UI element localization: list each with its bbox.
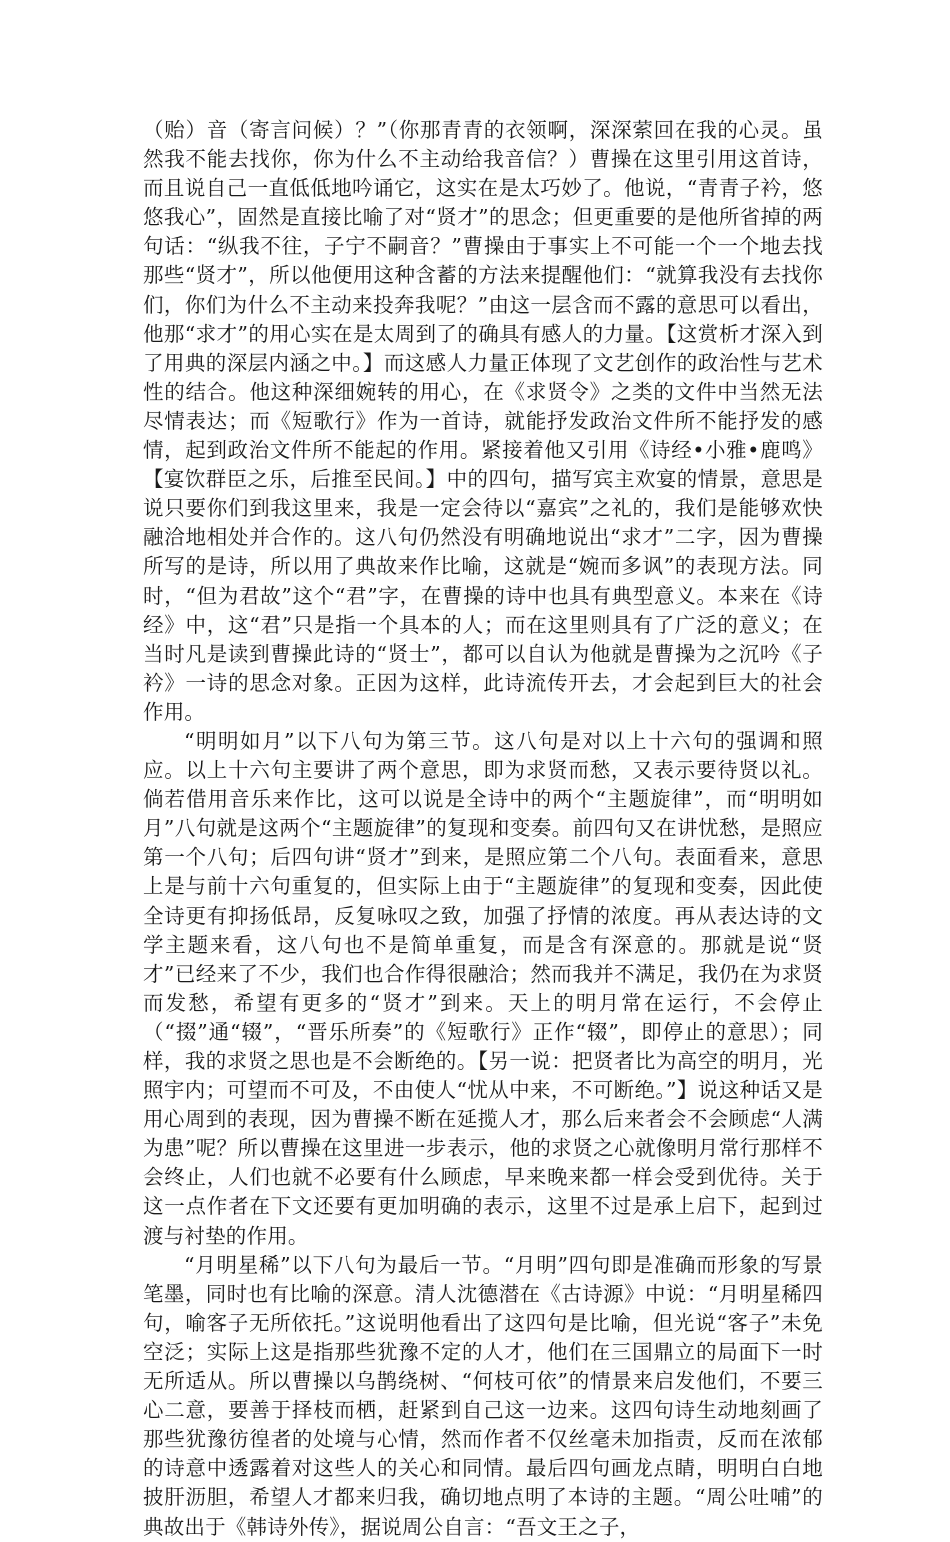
paragraph-third-section: “明明如月”以下八句为第三节。这八句是对以上十六句的强调和照应。以上十六句主要讲了两个意思，即为求贤而愁，又表示要待贤以礼。倘若借用音乐来作比，这可以说是全诗中的两个“主题旋律”，而“明明如月”八句就是这两个“主题旋律”的复现和变奏。前四句又在讲忧愁，是照应第一个八句；后四句讲“贤才”到来，是照应第二个八句。表面看来，意思上是与前十六句重复的，但实际上由于“主题旋律”的复现和变奏，因此使全诗更有抑扬低昂，反复咏叹之致，加强了抒情的浓度。再从表达诗的文学主题来看，这八句也不是简单重复，而是含有深意的。那就是说“贤才”已经来了不少，我们也合作得很融洽；然而我并不满足，我仍在为求贤而发愁，希望有更多的“贤才”到来。天上的明月常在运行，不会停止（“掇”通“辍”，“晋乐所奏”的《短歌行》正作“辍”，即停止的意思）；同样，我的求贤之思也是不会断绝的。【另一说：把贤者比为高空的明月，光照宇内；可望而不可及，不由使人“忧从中来，不可断绝。”】说这种话又是用心周到的表现，因为曹操不断在延揽人才，那么后来者会不会顾虑“人满为患”呢？所以曹操在这里进一步表示，他的求贤之心就像明月常行那样不会终止，人们也就不必要有什么顾虑，早来晚来都一样会受到优待。关于这一点作者在下文还要有更加明确的表示，这里不过是承上启下，起到过渡与衬垫的作用。 [143,728,823,1248]
document-body [143,116,823,1542]
paragraph-final-section: “月明星稀”以下八句为最后一节。“月明”四句即是准确而形象的写景笔墨，同时也有比喻的深意。清人沈德潜在《古诗源》中说：“月明星稀四句，喻客子无所依托。”这说明他看出了这四句是比喻，但光说“客子”未免空泛；实际上这是指那些犹豫不定的人才，他们在三国鼎立的局面下一时无所适从。所以曹操以乌鹊绕树、“何枝可依”的情景来启发他们，不要三心二意，要善于择枝而栖，赶紧到自己这一边来。这四句诗生动地刻画了那些犹豫彷徨者的处境与心情，然而作者不仅丝毫未加指责，反而在浓郁的诗意中透露着对这些人的关心和同情。最后四句画龙点睛，明明白白地披肝沥胆，希望人才都来归我，确切地点明了本诗的主题。“周公吐哺”的典故出于《韩诗外传》，据说周公自言：“吾文王之子， [143,1252,823,1539]
paragraph-continued: （贻）音（寄言问候）？”（你那青青的衣领啊，深深萦回在我的心灵。虽然我不能去找你，你为什么不主动给我音信？）曹操在这里引用这首诗，而且说自己一直低低地吟诵它，这实在是太巧妙了。他说，“青青子衿，悠悠我心”，固然是直接比喻了对“贤才”的思念；但更重要的是他所省掉的两句话：“纵我不往，子宁不嗣音？”曹操由于事实上不可能一个一个地去找那些“贤才”，所以他便用这种含蓄的方法来提醒他们：“就算我没有去找你们，你们为什么不主动来投奔我呢？”由这一层含而不露的意思可以看出，他那“求才”的用心实在是太周到了的确具有感人的力量。【这赏析才深入到了用典的深层内涵之中。】而这感人力量正体现了文艺创作的政治性与艺术性的结合。他这种深细婉转的用心，在《求贤令》之类的文件中当然无法尽情表达；而《短歌行》作为一首诗，就能抒发政治文件所不能抒发的感情，起到政治文件所不能起的作用。紧接着他又引用《诗经•小雅•鹿鸣》【宴饮群臣之乐，后推至民间。】中的四句，描写宾主欢宴的情景，意思是说只要你们到我这里来，我是一定会待以“嘉宾”之礼的，我们是能够欢快融洽地相处并合作的。这八句仍然没有明确地说出“求才”二字，因为曹操所写的是诗，所以用了典故来作比喻，这就是“婉而多讽”的表现方法。同时，“但为君故”这个“君”字，在曹操的诗中也具有典型意义。本来在《诗经》中，这“君”只是指一个具本的人；而在这里则具有了广泛的意义；在当时凡是读到曹操此诗的“贤士”，都可以自认为他就是曹操为之沉吟《子衿》一诗的思念对象。正因为这样，此诗流传开去，才会起到巨大的社会作用。 [143,118,823,724]
